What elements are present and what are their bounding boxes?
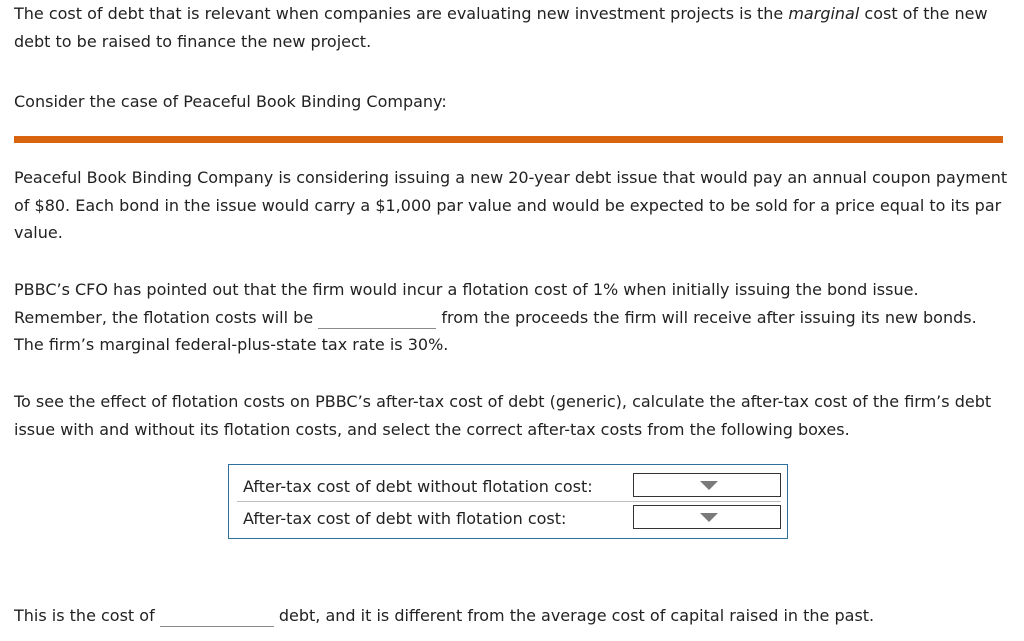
chevron-down-icon [700,481,718,490]
without-flotation-label: After-tax cost of debt without flotation cost: [243,477,593,496]
instruction-paragraph: To see the effect of flotation costs on PBBC’s after-tax cost of debt (generic), calculate the after-tax cost of the firm’s debt issue with and without its flotation costs, and select the correct after-tax costs from the following boxes. [14,392,992,439]
intro-paragraph [14,0,1010,55]
with-flotation-label: After-tax cost of debt with flotation cost: [243,509,567,528]
problem-paragraph-2 [14,276,1010,359]
with-flotation-select[interactable] [633,505,781,529]
flotation-blank-dropdown[interactable] [318,327,436,329]
intro-text-end: cost of the new debt to be raised to finance the new project. [14,4,988,51]
row-divider [237,501,781,502]
consider-line: Consider the case of Peaceful Book Binding Company: [14,92,447,111]
flotation-text-start: PBBC’s CFO has pointed out that the firm would incur a flotation cost of 1% when initially issuing the bond issue. Remember, the flotation costs will be [14,280,919,327]
final-text-start: This is the cost of [14,606,160,625]
problem-paragraph-1: Peaceful Book Binding Company is considering issuing a new 20-year debt issue that would pay an annual coupon payment of $80. Each bond in the issue would carry a $1,000 par value and would be expected to be sold for a price equal to its par value. [14,168,1008,242]
final-sentence [14,602,1010,630]
final-text-end: debt, and it is different from the average cost of capital raised in the past. [273,606,875,625]
intro-emphasis: marginal [788,4,860,23]
without-flotation-select[interactable] [633,473,781,497]
debt-type-blank-dropdown[interactable] [160,625,274,627]
intro-text-start: The cost of debt that is relevant when companies are evaluating new investment projects is the [14,4,789,23]
flotation-text-end: from the proceeds the firm will receive after issuing its new bonds. The firm’s marginal federal-plus-state tax rate is 30%. [14,307,977,354]
answer-box [228,464,788,539]
chevron-down-icon [700,513,718,522]
section-divider [14,136,1003,143]
